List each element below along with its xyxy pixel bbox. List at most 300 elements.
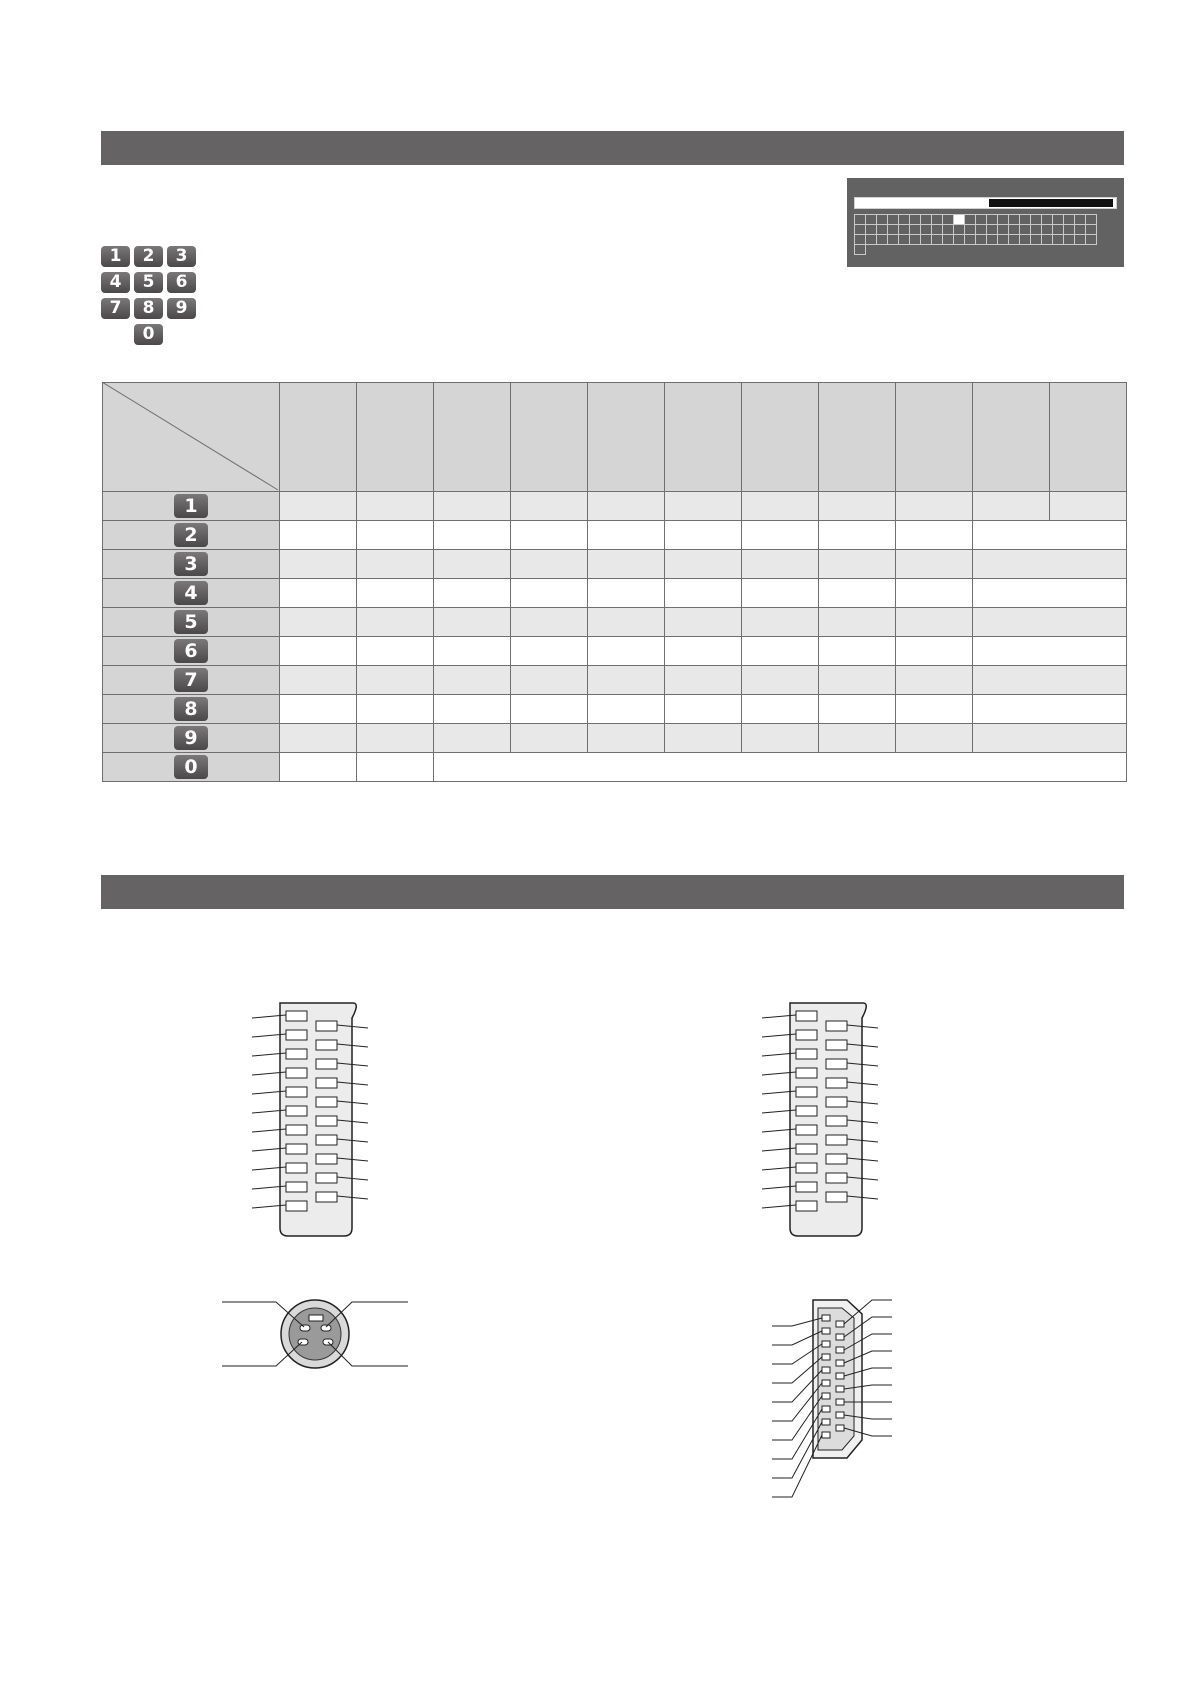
row-key-cell xyxy=(103,521,280,550)
table-cell xyxy=(742,579,819,608)
table-row xyxy=(103,724,1127,753)
grid-cell xyxy=(888,215,899,225)
table-cell xyxy=(588,608,665,637)
grid-cell xyxy=(1020,245,1031,255)
scart-pin xyxy=(286,1106,307,1116)
table-cell xyxy=(588,492,665,521)
scart-pin xyxy=(826,1078,847,1088)
grid-cell xyxy=(987,225,998,235)
table-cell xyxy=(896,521,973,550)
grid-cell xyxy=(1064,215,1075,225)
table-cell xyxy=(665,521,742,550)
grid-cell xyxy=(987,215,998,225)
table-cell xyxy=(896,579,973,608)
column-header xyxy=(434,383,511,492)
table-cell xyxy=(742,695,819,724)
grid-cell xyxy=(932,225,943,235)
grid-cell xyxy=(965,215,976,225)
scart-pin xyxy=(826,1154,847,1164)
numeric-keypad xyxy=(101,246,201,346)
table-cell xyxy=(819,695,896,724)
table-cell xyxy=(280,753,357,782)
table-cell xyxy=(665,608,742,637)
hdmi-pin xyxy=(836,1386,844,1392)
scart-pin xyxy=(796,1144,817,1154)
row-key-cell xyxy=(103,666,280,695)
scart-pin xyxy=(286,1125,307,1135)
hdmi-pin xyxy=(836,1412,844,1418)
grid-cell xyxy=(965,225,976,235)
table-cell xyxy=(665,695,742,724)
grid-cell xyxy=(910,225,921,235)
scart-left-icon xyxy=(250,1000,380,1250)
key-8: 8 xyxy=(134,298,163,319)
grid-cell xyxy=(1031,225,1042,235)
table-cell xyxy=(511,550,588,579)
grid-cell xyxy=(932,235,943,245)
grid-cell xyxy=(866,245,877,255)
column-header xyxy=(896,383,973,492)
table-cell xyxy=(280,695,357,724)
table-cell xyxy=(973,608,1127,637)
scart-pin xyxy=(826,1059,847,1069)
table-cell xyxy=(357,637,434,666)
grid-cell xyxy=(1086,245,1097,255)
table-row xyxy=(103,666,1127,695)
grid-cell xyxy=(1053,215,1064,225)
table-cell xyxy=(973,724,1127,753)
table-cell xyxy=(588,666,665,695)
grid-cell xyxy=(943,225,954,235)
table-cell xyxy=(896,637,973,666)
table-cell xyxy=(434,637,511,666)
row-key-cell xyxy=(103,608,280,637)
grid-cell xyxy=(976,235,987,245)
grid-cell xyxy=(921,225,932,235)
table-cell xyxy=(357,550,434,579)
table-cell xyxy=(511,608,588,637)
table-row xyxy=(103,753,1127,782)
hdmi-pin xyxy=(822,1315,830,1321)
table-cell xyxy=(280,492,357,521)
hdmi-pin xyxy=(822,1354,830,1360)
table-cell xyxy=(819,724,896,753)
table-cell xyxy=(588,550,665,579)
hdmi-pin xyxy=(822,1328,830,1334)
key-0: 0 xyxy=(134,324,163,345)
scart-pin xyxy=(316,1116,337,1126)
row-key-cell xyxy=(103,550,280,579)
table-cell xyxy=(434,550,511,579)
row-key-1: 1 xyxy=(174,494,208,518)
hdmi-pin xyxy=(822,1341,830,1347)
column-header xyxy=(742,383,819,492)
grid-cell xyxy=(1075,245,1086,255)
grid-cell xyxy=(943,245,954,255)
table-cell xyxy=(896,608,973,637)
scart-pin xyxy=(286,1163,307,1173)
table-row xyxy=(103,579,1127,608)
row-key-8: 8 xyxy=(174,697,208,721)
column-header xyxy=(357,383,434,492)
table-cell xyxy=(742,666,819,695)
grid-cell xyxy=(1075,225,1086,235)
scart-pin xyxy=(796,1125,817,1135)
grid-cell xyxy=(1020,235,1031,245)
grid-cell xyxy=(1053,245,1064,255)
scart-pin xyxy=(796,1068,817,1078)
table-cell xyxy=(280,637,357,666)
row-key-cell xyxy=(103,579,280,608)
scart-pin xyxy=(826,1116,847,1126)
table-cell xyxy=(973,521,1127,550)
scart-pin xyxy=(316,1021,337,1031)
grid-cell xyxy=(987,245,998,255)
grid-cell xyxy=(943,215,954,225)
key-6: 6 xyxy=(167,272,196,293)
table-cell xyxy=(280,579,357,608)
grid-cell xyxy=(1042,245,1053,255)
grid-cell xyxy=(1009,245,1020,255)
grid-cell xyxy=(1009,215,1020,225)
key-3: 3 xyxy=(167,246,196,267)
grid-cell xyxy=(1009,235,1020,245)
row-key-cell xyxy=(103,695,280,724)
hdmi-pin xyxy=(822,1393,830,1399)
grid-cell xyxy=(899,235,910,245)
grid-cell xyxy=(910,245,921,255)
table-cell xyxy=(665,666,742,695)
scart-pin xyxy=(796,1087,817,1097)
grid-cell xyxy=(1064,235,1075,245)
table-cell xyxy=(280,608,357,637)
hdmi-pin xyxy=(836,1360,844,1366)
hdmi-pin xyxy=(836,1399,844,1405)
grid-cell xyxy=(998,245,1009,255)
column-header xyxy=(819,383,896,492)
scart-pin xyxy=(286,1201,307,1211)
row-key-4: 4 xyxy=(174,581,208,605)
table-cell xyxy=(588,695,665,724)
table-cell xyxy=(588,637,665,666)
scart-pin xyxy=(286,1011,307,1021)
table-cell xyxy=(742,637,819,666)
table-cell xyxy=(511,724,588,753)
grid-cell xyxy=(877,225,888,235)
name-input-field xyxy=(854,197,1117,209)
grid-cell xyxy=(899,215,910,225)
table-cell xyxy=(434,695,511,724)
table-row xyxy=(103,695,1127,724)
table-cell xyxy=(1050,492,1127,521)
table-cell xyxy=(819,579,896,608)
grid-cell xyxy=(866,225,877,235)
row-key-cell xyxy=(103,724,280,753)
key-4: 4 xyxy=(101,272,130,293)
grid-cell xyxy=(855,245,866,255)
row-key-5: 5 xyxy=(174,610,208,634)
scart-pin xyxy=(796,1011,817,1021)
input-text-block xyxy=(989,199,1113,207)
table-cell xyxy=(896,550,973,579)
hdmi-pin xyxy=(822,1432,830,1438)
hdmi-pin xyxy=(836,1373,844,1379)
table-cell xyxy=(665,724,742,753)
scart-pin xyxy=(316,1154,337,1164)
column-header xyxy=(280,383,357,492)
table-cell xyxy=(588,724,665,753)
corner-diagonal xyxy=(102,382,282,492)
scart-pin xyxy=(316,1173,337,1183)
grid-cell xyxy=(998,225,1009,235)
grid-cell xyxy=(866,235,877,245)
scart-pin xyxy=(826,1192,847,1202)
table-cell xyxy=(357,579,434,608)
table-cell xyxy=(511,492,588,521)
scart-right-icon xyxy=(760,1000,890,1250)
grid-cell xyxy=(1031,215,1042,225)
row-key-7: 7 xyxy=(174,668,208,692)
section-header-bar-1 xyxy=(101,131,1124,165)
scart-pin xyxy=(286,1144,307,1154)
table-cell xyxy=(665,579,742,608)
scart-pin xyxy=(286,1030,307,1040)
table-cell xyxy=(742,724,819,753)
scart-pin xyxy=(286,1087,307,1097)
table-cell xyxy=(280,724,357,753)
table-cell xyxy=(357,695,434,724)
scart-pin xyxy=(316,1135,337,1145)
grid-cell xyxy=(1053,235,1064,245)
grid-cell xyxy=(987,235,998,245)
table-cell xyxy=(434,753,1127,782)
key-2: 2 xyxy=(134,246,163,267)
grid-cell xyxy=(1042,215,1053,225)
grid-cell xyxy=(888,235,899,245)
grid-cell xyxy=(1031,245,1042,255)
table-cell xyxy=(434,608,511,637)
grid-cell xyxy=(855,215,866,225)
key-9: 9 xyxy=(167,298,196,319)
key-7: 7 xyxy=(101,298,130,319)
table-cell xyxy=(973,550,1127,579)
table-cell xyxy=(742,550,819,579)
grid-cell xyxy=(921,245,932,255)
table-cell xyxy=(280,550,357,579)
scart-pin xyxy=(796,1030,817,1040)
table-cell xyxy=(511,637,588,666)
table-cell xyxy=(973,666,1127,695)
scart-pin xyxy=(796,1106,817,1116)
s-video-icon xyxy=(220,1290,410,1380)
grid-cell xyxy=(866,215,877,225)
table-row xyxy=(103,637,1127,666)
grid-cell xyxy=(1064,245,1075,255)
row-key-6: 6 xyxy=(174,639,208,663)
grid-cell xyxy=(943,235,954,245)
scart-pin xyxy=(796,1163,817,1173)
grid-cell xyxy=(1086,235,1097,245)
scart-pin xyxy=(796,1182,817,1192)
scart-pin xyxy=(826,1021,847,1031)
hdmi-pin xyxy=(836,1334,844,1340)
grid-cell xyxy=(910,215,921,225)
grid-cell xyxy=(965,245,976,255)
grid-cell xyxy=(1020,225,1031,235)
table-cell xyxy=(434,579,511,608)
row-key-2: 2 xyxy=(174,523,208,547)
table-cell xyxy=(819,492,896,521)
table-row xyxy=(103,550,1127,579)
table-cell xyxy=(357,521,434,550)
table-cell xyxy=(896,492,973,521)
table-cell xyxy=(973,695,1127,724)
table-cell xyxy=(742,608,819,637)
grid-cell xyxy=(910,235,921,245)
table-cell xyxy=(511,695,588,724)
grid-cell xyxy=(954,235,965,245)
grid-cell xyxy=(921,215,932,225)
grid-cell xyxy=(877,245,888,255)
grid-cell xyxy=(954,215,965,225)
table-row xyxy=(103,608,1127,637)
grid-cell xyxy=(1086,215,1097,225)
grid-cell xyxy=(1042,225,1053,235)
table-cell xyxy=(357,753,434,782)
column-header xyxy=(1050,383,1127,492)
grid-cell xyxy=(877,235,888,245)
grid-cell xyxy=(1075,235,1086,245)
scart-pin xyxy=(796,1049,817,1059)
grid-cell xyxy=(888,245,899,255)
table-cell xyxy=(819,666,896,695)
table-cell xyxy=(665,550,742,579)
grid-cell xyxy=(998,215,1009,225)
row-key-cell xyxy=(103,637,280,666)
row-key-9: 9 xyxy=(174,726,208,750)
scart-pin xyxy=(286,1049,307,1059)
row-key-3: 3 xyxy=(174,552,208,576)
table-cell xyxy=(742,492,819,521)
table-cell xyxy=(665,492,742,521)
column-header xyxy=(588,383,665,492)
scart-pin xyxy=(316,1078,337,1088)
table-cell xyxy=(511,579,588,608)
grid-cell xyxy=(1020,215,1031,225)
scart-pin xyxy=(316,1192,337,1202)
table-cell xyxy=(742,521,819,550)
table-cell xyxy=(588,579,665,608)
table-row xyxy=(103,521,1127,550)
scart-pin xyxy=(316,1040,337,1050)
grid-cell xyxy=(932,215,943,225)
grid-cell xyxy=(1086,225,1097,235)
section-header-bar-2 xyxy=(101,875,1124,909)
table-cell xyxy=(973,579,1127,608)
row-key-0: 0 xyxy=(174,755,208,779)
table-cell xyxy=(896,724,973,753)
table-cell xyxy=(819,608,896,637)
hdmi-icon xyxy=(770,1290,900,1510)
scart-pin xyxy=(826,1135,847,1145)
hdmi-pin xyxy=(822,1419,830,1425)
hdmi-pin xyxy=(822,1406,830,1412)
scart-pin xyxy=(796,1201,817,1211)
scart-pin xyxy=(826,1040,847,1050)
grid-cell xyxy=(932,245,943,255)
hdmi-pin xyxy=(836,1347,844,1353)
grid-cell xyxy=(954,225,965,235)
table-cell xyxy=(819,550,896,579)
table-cell xyxy=(434,724,511,753)
grid-cell xyxy=(1042,235,1053,245)
table-cell xyxy=(434,492,511,521)
table-cell xyxy=(896,666,973,695)
grid-cell xyxy=(855,235,866,245)
key-1: 1 xyxy=(101,246,130,267)
key-5: 5 xyxy=(134,272,163,293)
grid-cell xyxy=(888,225,899,235)
grid-cell xyxy=(921,235,932,245)
grid-cell xyxy=(976,225,987,235)
table-cell xyxy=(280,666,357,695)
table-cell xyxy=(280,521,357,550)
hdmi-pin xyxy=(836,1425,844,1431)
scart-pin xyxy=(316,1059,337,1069)
table-cell xyxy=(973,492,1050,521)
hdmi-pin xyxy=(836,1321,844,1327)
scart-pin xyxy=(316,1097,337,1107)
grid-cell xyxy=(1064,225,1075,235)
column-header xyxy=(665,383,742,492)
scart-pin xyxy=(286,1068,307,1078)
table-cell xyxy=(588,521,665,550)
table-cell xyxy=(357,666,434,695)
column-header xyxy=(973,383,1050,492)
hdmi-pin xyxy=(822,1367,830,1373)
table-cell xyxy=(511,521,588,550)
row-key-cell xyxy=(103,492,280,521)
table-cell xyxy=(819,521,896,550)
grid-cell xyxy=(855,225,866,235)
table-cell xyxy=(357,724,434,753)
grid-cell xyxy=(877,215,888,225)
table-cell xyxy=(357,608,434,637)
grid-cell xyxy=(976,215,987,225)
grid-cell xyxy=(976,245,987,255)
grid-cell xyxy=(899,245,910,255)
character-input-screen xyxy=(847,178,1124,267)
table-cell xyxy=(819,637,896,666)
grid-cell xyxy=(899,225,910,235)
table-cell xyxy=(434,521,511,550)
scart-pin xyxy=(826,1097,847,1107)
row-key-cell xyxy=(103,753,280,782)
scart-pin xyxy=(286,1182,307,1192)
grid-cell xyxy=(998,235,1009,245)
grid-cell xyxy=(1053,225,1064,235)
table-cell xyxy=(665,637,742,666)
grid-cell xyxy=(1075,215,1086,225)
scart-pin xyxy=(826,1173,847,1183)
grid-cell xyxy=(954,245,965,255)
table-cell xyxy=(511,666,588,695)
table-cell xyxy=(434,666,511,695)
hdmi-pin xyxy=(822,1380,830,1386)
grid-cell xyxy=(1031,235,1042,245)
table-cell xyxy=(357,492,434,521)
table-row xyxy=(103,492,1127,521)
